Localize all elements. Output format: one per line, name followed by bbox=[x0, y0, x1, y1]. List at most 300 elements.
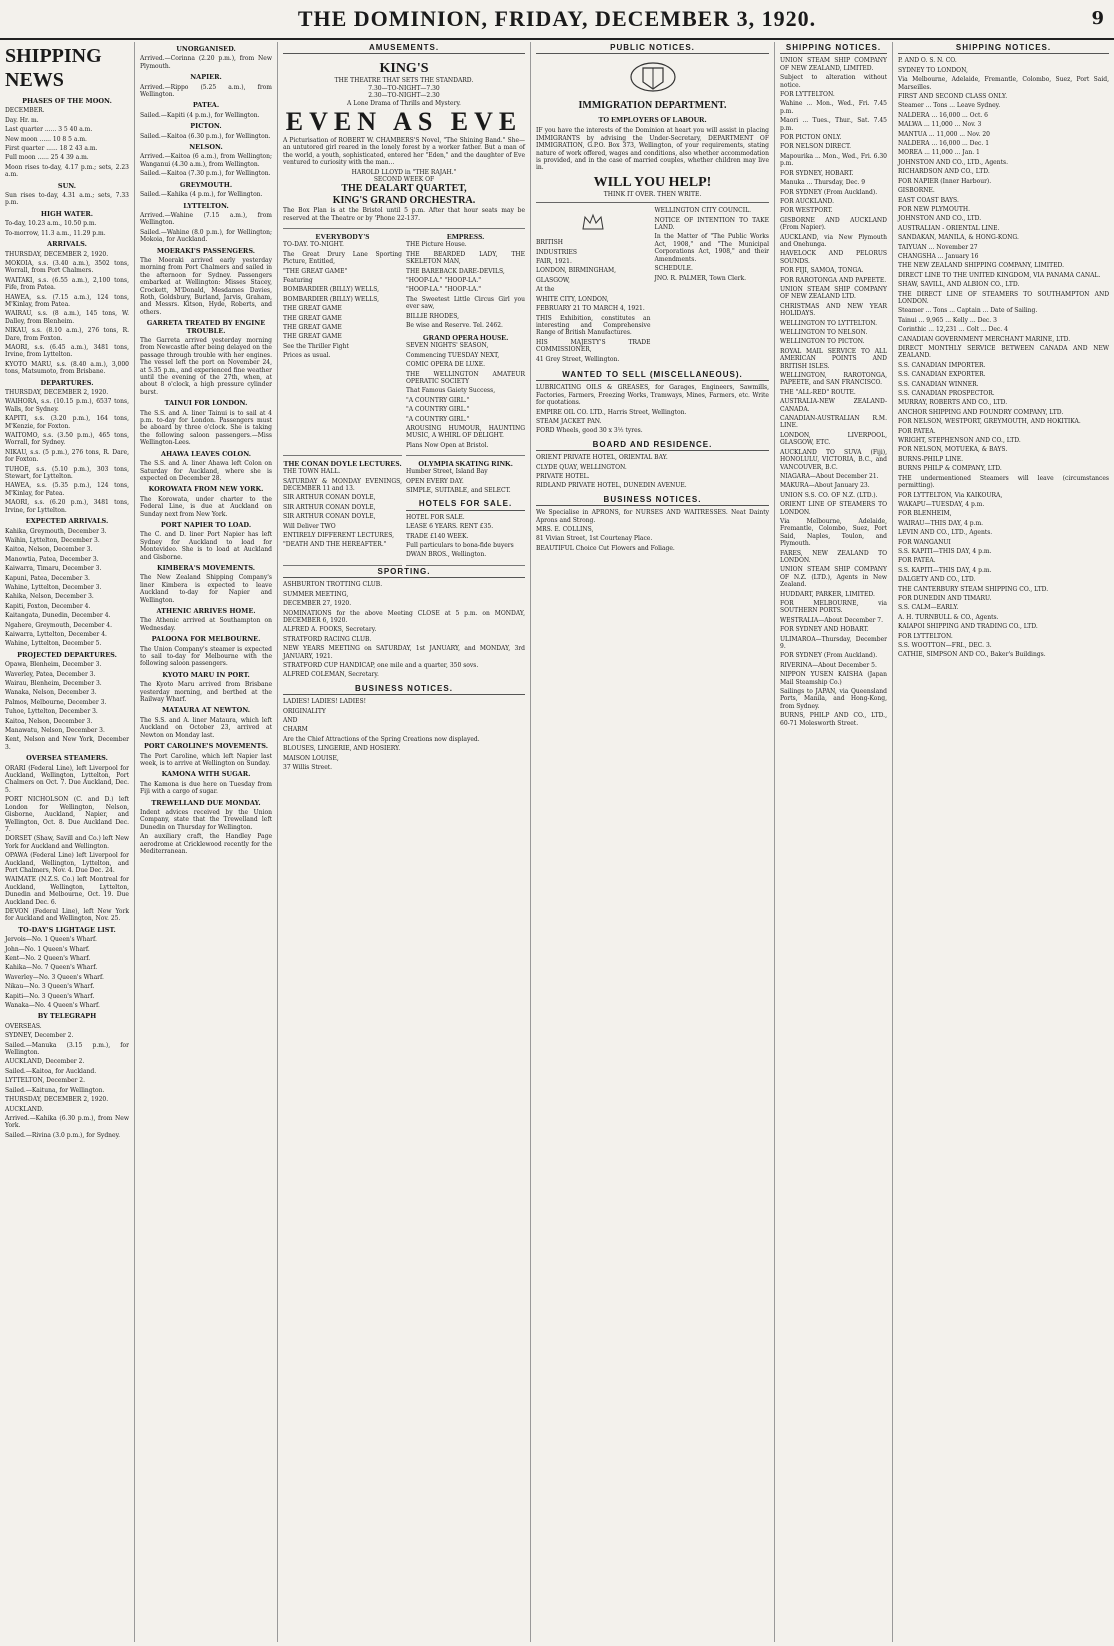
text-line: FOR BLENHEIM, bbox=[898, 510, 952, 518]
text-line: UNION S.S. CO. OF N.Z. (LTD.). bbox=[780, 491, 878, 499]
text-line: TRADE £140 WEEK. bbox=[406, 532, 469, 540]
text-line: "A COUNTRY GIRL." bbox=[406, 415, 470, 423]
text-line: CHANGSHA ... January 16 bbox=[898, 252, 979, 260]
section-line: WAIMATE (N.Z.S. Co.) left Montreal for Auckland, Wellington, Lyttelton, Dunedin and Melbourne, Oct. 19. Due Auckland Dec. 6. bbox=[5, 876, 129, 906]
text-line: THE CANTERBURY STEAM SHIPPING CO., LTD. bbox=[898, 585, 1049, 593]
text-line: "A COUNTRY GIRL." bbox=[406, 406, 470, 414]
kings-feature-title: EVEN AS EVE bbox=[285, 107, 523, 137]
page-number: 9 bbox=[1091, 8, 1104, 29]
text-line: FOR SYDNEY, HOBART. bbox=[780, 169, 854, 177]
section-title: AHAWA LEAVES COLON. bbox=[160, 449, 251, 458]
text-line: LONDON, LIVERPOOL, GLASGOW, ETC. bbox=[780, 431, 887, 447]
column-amusements bbox=[278, 42, 531, 1642]
text-line: FOR RAROTONGA AND PAPEETE. bbox=[780, 276, 887, 284]
text-line: FOR AUCKLAND. bbox=[780, 197, 835, 205]
text-line: FOR NAPIER (Inner Harbour). bbox=[898, 177, 992, 185]
immigration-help: WILL YOU HELP! bbox=[593, 174, 712, 190]
news-section bbox=[140, 248, 272, 317]
section-line: THURSDAY, DECEMBER 2, 1920. bbox=[5, 1096, 109, 1104]
section-line: Sun rises to-day, 4.31 a.m.; sets, 7.33 p.m. bbox=[5, 192, 129, 207]
text-line: FIRST AND SECOND CLASS ONLY. bbox=[898, 93, 1008, 101]
news-section bbox=[140, 320, 272, 396]
grand-lines bbox=[406, 342, 525, 449]
text-line: MALWA ... 11,000 ... Nov. 3 bbox=[898, 121, 982, 129]
text-line: RICHARDSON AND CO., LTD. bbox=[898, 168, 990, 176]
section-title: PATEA. bbox=[192, 101, 220, 110]
text-line: ORIENT LINE OF STEAMERS TO LONDON. bbox=[780, 501, 887, 516]
text-line: AROUSING HUMOUR, HAUNTING MUSIC, A WHIRL OF DELIGHT. bbox=[406, 425, 525, 440]
section-line: Sailed.—Wahine (8.0 p.m.), for Wellington; Mokoia, for Auckland. bbox=[140, 228, 272, 244]
text-line: THE NEW ZEALAND SHIPPING COMPANY, LIMITED. bbox=[898, 262, 1064, 270]
text-line: AUSTRALIAN - ORIENTAL LINE. bbox=[898, 224, 1000, 232]
text-line: Featuring bbox=[283, 276, 313, 284]
text-line: WELLINGTON, RAROTONGA, PAPEETE, and SAN FRANCISCO. bbox=[780, 372, 887, 387]
text-line: In the Matter of "The Public Works Act, 1908," and "The Municipal Corporations Act, 1908," and their Amendments. bbox=[654, 233, 769, 263]
text-line: SUMMER MEETING, bbox=[283, 590, 349, 598]
section-title: BY TELEGRAPH bbox=[37, 1012, 97, 1021]
text-line: FOR PATEA. bbox=[898, 427, 936, 435]
news-section bbox=[5, 518, 129, 648]
section-line: MOKOIA, s.s. (3.40 a.m.), 3502 tons, Worrall, from Port Chalmers. bbox=[5, 259, 129, 275]
news-section bbox=[140, 123, 272, 140]
section-title: HIGH WATER. bbox=[40, 209, 94, 218]
text-line: LEASE 6 YEARS. RENT £35. bbox=[406, 523, 494, 531]
text-line: SYDNEY TO LONDON, bbox=[898, 66, 968, 74]
text-line: FOR NELSON DIRECT. bbox=[780, 143, 852, 151]
text-line: SIR ARTHUR CONAN DOYLE, bbox=[283, 503, 376, 511]
section-line: Arrived.—Wahine (7.15 a.m.), from Wellington. bbox=[140, 211, 272, 227]
section-line: DEVON (Federal Line), left New York for Auckland and Wellington, Nov. 25. bbox=[5, 907, 129, 923]
shipping-news-sections bbox=[5, 98, 129, 1139]
text-line: JOHNSTON AND CO., LTD., Agents. bbox=[898, 158, 1008, 166]
text-line: S.S. CANADIAN EXPORTER. bbox=[898, 371, 986, 379]
business-heading: BUSINESS NOTICES. bbox=[283, 683, 525, 695]
hotels-heading: HOTELS FOR SALE. bbox=[406, 498, 525, 510]
text-line: ALFRED A. FOOKS, Secretary. bbox=[283, 626, 377, 634]
section-line: NIKAU, s.s. (8.10 a.m.), 276 tons, R. Dare, from Foxton. bbox=[5, 327, 129, 342]
text-line: LEVIN AND CO., LTD., Agents. bbox=[898, 529, 993, 537]
grand-name: GRAND OPERA HOUSE. bbox=[422, 333, 509, 343]
olympia-lines bbox=[406, 468, 525, 494]
section-title: SUN. bbox=[57, 181, 77, 190]
section-title: KIMBERA'S MOVEMENTS. bbox=[156, 563, 256, 572]
immigration-subtitle: TO EMPLOYERS OF LABOUR. bbox=[598, 115, 707, 125]
section-line: The C. and D. liner Port Napier has left Sydney for Auckland to load for Montevideo. She is to load at Auckland and Gisborne. bbox=[140, 531, 272, 561]
text-line: THE GREAT GAME bbox=[283, 323, 342, 331]
text-line: "DEATH AND THE HEREAFTER." bbox=[283, 541, 387, 549]
text-line: "HOOP-LA." "HOOP-LA." bbox=[406, 276, 482, 284]
section-line: KYOTO MARU, s.s. (8.40 a.m.), 3,000 tons, Matsumoto, from Brisbane. bbox=[5, 360, 129, 376]
section-line: The Port Caroline, which left Napier last week, is to arrive at Wellington on Sunday. bbox=[140, 752, 272, 767]
text-line: THE WELLINGTON AMATEUR OPERATIC SOCIETY bbox=[406, 370, 525, 385]
section-line: Waverley—No. 3 Queen's Wharf. bbox=[5, 973, 104, 981]
section-line: Kent, Nelson and New York, December 3. bbox=[5, 736, 129, 751]
news-section bbox=[5, 241, 129, 376]
text-line: DWAN BROS., Wellington. bbox=[406, 551, 487, 559]
section-title: ARRIVALS. bbox=[47, 240, 87, 249]
text-line: 81 Vivian Street, 1st Courtenay Place. bbox=[536, 535, 653, 543]
text-line: Steamer ... Tons ... Leave Sydney. bbox=[898, 102, 1001, 110]
text-line: NALDERA ... 16,000 ... Oct. 6 bbox=[898, 111, 988, 119]
section-title: KOROWATA FROM NEW YORK. bbox=[148, 485, 264, 494]
text-line: Steamer ... Tons ... Captain ... Date of Sailing. bbox=[898, 307, 1038, 315]
text-line: THE TOWN HALL. bbox=[283, 468, 341, 476]
section-line: LYTTELTON, December 2. bbox=[5, 1077, 86, 1085]
section-line: Kaiwarra, Timaru, December 3. bbox=[5, 565, 102, 573]
section-line: THURSDAY, DECEMBER 2, 1920. bbox=[5, 389, 109, 396]
text-line: HAVELOCK AND PELORUS SOUNDS. bbox=[780, 250, 887, 265]
business-lines bbox=[283, 698, 525, 771]
text-line: At the bbox=[536, 286, 555, 294]
text-line: WHITE CITY, LONDON, bbox=[536, 295, 609, 303]
section-line: HAWEA, s.s. (5.35 p.m.), 124 tons, M'Kinlay, for Patea. bbox=[5, 482, 129, 497]
text-line: "HOOP-LA." "HOOP-LA." bbox=[406, 286, 482, 294]
shipping-notices-heading: SHIPPING NOTICES. bbox=[780, 42, 887, 54]
text-line: WELLINGTON CITY COUNCIL. bbox=[654, 207, 752, 215]
text-line: ROYAL MAIL SERVICE TO ALL AMERICAN POINTS AND BRITISH ISLES. bbox=[780, 347, 887, 370]
text-line: ULIMAROA—Thursday, December 9. bbox=[780, 635, 887, 651]
everybodys-lines bbox=[283, 241, 402, 359]
section-line: WAITOMO, s.s. (3.50 p.m.), 465 tons, Worrall, for Sydney. bbox=[5, 432, 129, 447]
text-line: FOR SYDNEY (From Auckland). bbox=[780, 652, 878, 660]
text-line: ALFRED COLEMAN, Secretary. bbox=[283, 671, 379, 679]
newspaper-title: THE DOMINION, FRIDAY, DECEMBER 3, 1920. bbox=[297, 6, 817, 31]
section-line: Ngahere, Greymouth, December 4. bbox=[5, 621, 113, 629]
news-section bbox=[5, 98, 129, 179]
section-line: Wanaka, Nelson, December 3. bbox=[5, 689, 97, 697]
section-line: Manawatu, Nelson, December 3. bbox=[5, 727, 105, 735]
wanted-heading: WANTED TO SELL (MISCELLANEOUS). bbox=[536, 369, 769, 381]
text-line: Prices as usual. bbox=[283, 352, 331, 360]
text-line: ORIENT PRIVATE HOTEL, ORIENTAL BAY. bbox=[536, 454, 668, 462]
news-section bbox=[140, 833, 272, 855]
council-ad bbox=[655, 207, 770, 365]
section-line: Opawa, Blenheim, December 3. bbox=[5, 661, 102, 669]
section-line: WAIHORA, s.s. (10.15 p.m.), 6537 tons, Walls, for Sydney. bbox=[5, 398, 129, 413]
news-section bbox=[5, 211, 129, 237]
kings-name: KING'S bbox=[379, 61, 429, 77]
immigration-ad bbox=[536, 60, 769, 198]
text-line: BEAUTIFUL Choice Cut Flowers and Foliage. bbox=[536, 544, 675, 552]
section-line: Indent advices received by the Union Company, state that the Trewelland left Dunedin on Thursday for Wellington. bbox=[140, 808, 272, 831]
text-line: STEAM JACKET PAN. bbox=[536, 417, 602, 425]
text-line: SIR ARTHUR CONAN DOYLE, bbox=[283, 494, 376, 502]
section-title: PALOONA FOR MELBOURNE. bbox=[151, 635, 261, 644]
news-section bbox=[5, 755, 129, 923]
text-line: Plans Now Open at Bristol. bbox=[406, 441, 489, 449]
section-line: Day. Hr. m. bbox=[5, 116, 39, 124]
section-title: PORT NAPIER TO LOAD. bbox=[160, 520, 252, 529]
page-columns bbox=[0, 42, 1114, 1642]
text-line: S.S. WOOTTON—FRI., DEC. 3. bbox=[898, 642, 992, 649]
council-lines bbox=[655, 207, 770, 282]
text-line: WAKAPU—TUESDAY, 4 p.m. bbox=[898, 500, 985, 508]
text-line: Via Melbourne, Adelaide, Fremantle, Colombo, Suez, Port Said, Marseilles. bbox=[898, 76, 1109, 91]
text-line: Commencing TUESDAY NEXT, bbox=[406, 351, 500, 359]
news-section bbox=[140, 771, 272, 795]
text-line: Will Deliver TWO bbox=[283, 522, 336, 530]
news-section bbox=[140, 102, 272, 119]
section-line: Sailed.—Rivina (3.0 p.m.), for Sydney. bbox=[5, 1131, 121, 1139]
section-title: NELSON. bbox=[189, 143, 223, 152]
text-line: CLYDE QUAY, WELLINGTON. bbox=[536, 463, 627, 471]
text-line: COMIC OPERA DE LUXE. bbox=[406, 361, 485, 369]
section-title: DEPARTURES. bbox=[40, 378, 94, 387]
empress-name: EMPRESS. bbox=[446, 232, 485, 242]
text-line: CATHIE, SIMPSON AND CO., Baker's Buildings. bbox=[898, 651, 1046, 659]
text-line: NOTICE OF INTENTION TO TAKE LAND. bbox=[654, 216, 769, 232]
text-line: FOR FIJI, SAMOA, TONGA. bbox=[780, 267, 864, 275]
text-line: FOR DUNEDIN AND TIMARU. bbox=[898, 594, 992, 602]
text-line: THIS Exhibition, constitutes an interesting and Comprehensive Range of British Manufactures. bbox=[536, 314, 651, 337]
amusements-heading: AMUSEMENTS. bbox=[283, 42, 525, 54]
section-line: SYDNEY, December 2. bbox=[5, 1032, 74, 1040]
text-line: SCHEDULE. bbox=[654, 265, 693, 273]
section-line: MAORI, s.s. (6.45 a.m.), 3481 tons, Irvine, from Lyttelton. bbox=[5, 343, 129, 359]
text-line: JOHNSTON AND CO., LTD. bbox=[898, 215, 982, 223]
text-line: "A COUNTRY GIRL." bbox=[406, 396, 470, 404]
industries-ad bbox=[536, 207, 651, 365]
text-line: EMPIRE OIL CO. LTD., Harris Street, Wellington. bbox=[536, 408, 687, 416]
text-line: LADIES! LADIES! LADIES! bbox=[283, 698, 367, 706]
text-line: FOR WESTPORT. bbox=[780, 207, 833, 215]
news-section bbox=[140, 400, 272, 446]
text-line: BURNS, PHILP AND CO., LTD., 60-71 Molesworth Street. bbox=[780, 712, 887, 727]
text-line: MANTUA ... 11,000 ... Nov. 20 bbox=[898, 130, 990, 138]
text-line: MURRAY, ROBERTS AND CO., LTD. bbox=[898, 399, 1008, 407]
text-line: MOREA ... 11,000 ... Jan. 1 bbox=[898, 149, 980, 157]
section-line: The Moeraki arrived early yesterday morning from Port Chalmers and sailed in the afternoon for Sydney. Passengers embarked at Wellington: Misses Stacey, Crockett, M'Donald, Mesdames Davies, Roth, Goldsbury, Burland, Jarvis, Graham, and Messrs. Kitson, Hyde, Roberts, and others. bbox=[140, 256, 272, 316]
section-line: Wanaka—No. 4 Queen's Wharf. bbox=[5, 1002, 100, 1010]
text-line: FOR SYDNEY AND HOBART. bbox=[780, 626, 869, 634]
text-line: ORIGINALITY bbox=[283, 707, 326, 715]
section-line: PORT NICHOLSON (C. and D.) left London for Wellington, Nelson, Gisborne, Auckland, Napier, and Wellington, Oct. 8. Due Auckland Dec. 7. bbox=[5, 796, 129, 833]
text-line: FOR PICTON ONLY. bbox=[780, 134, 842, 142]
text-line: "THE GREAT GAME" bbox=[283, 267, 348, 275]
news-section bbox=[5, 927, 129, 1010]
immigration-tagline: THINK IT OVER. THEN WRITE. bbox=[603, 190, 702, 198]
text-line: THE BAREBACK DARE-DEVILS, bbox=[406, 267, 505, 275]
section-title: UNORGANISED. bbox=[176, 45, 236, 53]
text-line: UNION STEAM SHIP COMPANY OF N.Z. (LTD.), Agents in New Zealand. bbox=[780, 566, 887, 589]
section-line: Full moon ...... 25 4 39 a.m. bbox=[5, 154, 89, 162]
text-line: EAST COAST BAYS. bbox=[898, 196, 959, 204]
column-shipping-notices-2 bbox=[893, 42, 1114, 1642]
text-line: SHAW, SAVILL, AND ALBION CO., LTD. bbox=[898, 281, 1020, 289]
text-line: THE undermentioned Steamers will leave (circumstances permitting). bbox=[898, 474, 1109, 490]
text-line: CHARM bbox=[283, 726, 308, 734]
news-section bbox=[140, 74, 272, 98]
section-line: Nikau—No. 3 Queen's Wharf. bbox=[5, 983, 95, 991]
text-line: Are the Chief Attractions of the Spring Creations now displayed. bbox=[283, 735, 480, 743]
news-section bbox=[140, 203, 272, 244]
conan-olympia-row bbox=[283, 456, 525, 566]
shipping-news-cont-sections bbox=[140, 46, 272, 855]
industries-lines bbox=[536, 239, 651, 363]
section-line: First quarter ...... 18 2 43 a.m. bbox=[5, 145, 98, 153]
text-line: HIS MAJESTY'S TRADE COMMISSIONER, bbox=[536, 338, 651, 354]
section-line: An auxiliary craft, the Handley Page aerodrome at Cricklewood recently for the Mediterranean. bbox=[140, 833, 272, 855]
section-line: Kaitoa, Nelson, December 3. bbox=[5, 546, 93, 554]
text-line: FEBRUARY 21 TO MARCH 4, 1921. bbox=[536, 305, 645, 313]
text-line: KAIAPOI SHIPPING AND TRADING CO., LTD. bbox=[898, 623, 1038, 631]
bnotices-heading: BUSINESS NOTICES. bbox=[536, 494, 769, 506]
industries-council-row bbox=[536, 207, 769, 365]
text-line: BOMBARDIER (BILLY) WELLS, bbox=[283, 286, 380, 294]
everybodys-empress-row bbox=[283, 229, 525, 456]
public-notices-heading: PUBLIC NOTICES. bbox=[536, 42, 769, 54]
text-line: NOMINATIONS for the above Meeting CLOSE at 5 p.m. on MONDAY, DECEMBER 6, 1920. bbox=[283, 609, 525, 624]
coat-of-arms-icon bbox=[628, 60, 678, 94]
section-title: GARRETA TREATED BY ENGINE TROUBLE. bbox=[146, 319, 266, 335]
section-line: Kapiti—No. 3 Queen's Wharf. bbox=[5, 992, 95, 1000]
sporting-heading: SPORTING. bbox=[283, 566, 525, 578]
text-line: INDUSTRIES bbox=[536, 248, 577, 256]
empress-ad bbox=[406, 229, 525, 456]
text-line: AUCKLAND TO SUVA (Fiji), HONOLULU, VICTORIA, B.C., and VANCOUVER, B.C. bbox=[780, 448, 887, 471]
text-line: CANADIAN-AUSTRALIAN R.M. LINE. bbox=[780, 415, 887, 430]
text-line: NIAGARA—About December 21. bbox=[780, 472, 879, 480]
olympia-ad bbox=[406, 456, 525, 566]
text-line: HUDDART, PARKER, LIMITED. bbox=[780, 590, 875, 598]
section-line: The Garreta arrived yesterday morning from Newcastle after being delayed on the passage through trouble with her engines. The vessel left the port on November 24, at 5.35 p.m., and experienced fine weather until the evening of the 27th, when, at about 8 o'clock, a high pressure cylinder burst. bbox=[140, 337, 272, 396]
text-line: OPEN EVERY DAY. bbox=[406, 477, 464, 485]
kings-orchestra: KING'S GRAND ORCHESTRA. bbox=[332, 195, 476, 207]
section-line: The Korowata, under charter to the Federal Line, is due at Auckland on Sunday next from New York. bbox=[140, 495, 272, 518]
text-line: FOR WANGANUI bbox=[898, 538, 951, 546]
text-line: DIRECT MONTHLY SERVICE BETWEEN CANADA AND NEW ZEALAND. bbox=[898, 345, 1109, 360]
section-line: To-day, 10.23 a.m., 10.50 p.m. bbox=[5, 220, 97, 228]
section-line: Sailed.—Manuka (3.15 p.m.), for Wellington. bbox=[5, 1041, 129, 1057]
sporting-lines bbox=[283, 581, 525, 678]
everybodys-ad bbox=[283, 229, 402, 456]
section-line: Sailed.—Kapiti (4 p.m.), for Wellington. bbox=[140, 111, 260, 119]
bnotices-lines bbox=[536, 509, 769, 552]
text-line: WESTRALIA—About December 7. bbox=[780, 616, 884, 624]
text-line: The Great Drury Lane Sporting Picture, Entitled, bbox=[283, 250, 402, 266]
news-section bbox=[5, 1013, 129, 1139]
section-title: PORT CAROLINE'S MOVEMENTS. bbox=[143, 742, 269, 751]
text-line: STRATFORD CUP HANDICAP, one mile and a quarter, 350 sovs. bbox=[283, 661, 479, 669]
text-line: Manuka ... Thursday, Dec. 9 bbox=[780, 179, 866, 187]
text-line: SATURDAY & MONDAY EVENINGS, DECEMBER 11 and 13. bbox=[283, 477, 402, 493]
text-line: WELLINGTON TO NELSON. bbox=[780, 329, 868, 336]
section-title: PHASES OF THE MOON. bbox=[22, 97, 112, 105]
section-line: Waihin, Lyttelton, December 3. bbox=[5, 536, 100, 544]
section-line: Kaitoa, Nelson, December 3. bbox=[5, 717, 93, 725]
text-line: CANADIAN GOVERNMENT MERCHANT MARINE, LTD. bbox=[898, 335, 1071, 343]
text-line: THE BEARDED LADY, THE SKELETON MAN, bbox=[406, 250, 525, 266]
text-line: TAIYUAN ... November 27 bbox=[898, 243, 978, 251]
section-title: ATHENIC ARRIVES HOME. bbox=[156, 607, 256, 615]
text-line: FOR PATEA. bbox=[898, 557, 936, 565]
news-section bbox=[140, 451, 272, 483]
section-title: MOERAKI'S PASSENGERS. bbox=[156, 246, 256, 255]
text-line: S.S. CANADIAN PROSPECTOR. bbox=[898, 390, 995, 398]
text-line: GLASGOW, bbox=[536, 276, 570, 284]
text-line: Humber Street, Island Bay bbox=[406, 468, 488, 476]
text-line: PRIVATE HOTEL. bbox=[536, 473, 590, 480]
text-line: Subject to alteration without notice. bbox=[780, 74, 887, 89]
section-line: Wairau, Blenheim, December 3. bbox=[5, 680, 102, 687]
section-line: TUHOE, s.s. (5.10 p.m.), 303 tons, Stewart, for Lyttelton. bbox=[5, 465, 129, 481]
news-section bbox=[140, 636, 272, 668]
kings-booking: The Box Plan is at the Bristol until 5 p.m. After that hour seats may be reserved at the Theatre or by 'Phone 22-137. bbox=[283, 207, 525, 222]
section-line: Palmos, Melbourne, December 3. bbox=[5, 698, 107, 706]
shipping-notices-2-lines bbox=[898, 57, 1109, 658]
text-line: We Specialise in APRONS, for NURSES AND WAITRESSES. Neat Dainty Aprons and Strong. bbox=[536, 509, 769, 524]
text-line: BURNS-PHILP LINE. bbox=[898, 455, 964, 463]
text-line: HOTEL FOR SALE. bbox=[406, 513, 465, 521]
section-line: KAPITI, s.s. (3.20 p.m.), 164 tons, M'Kenzie, for Foxton. bbox=[5, 415, 129, 430]
text-line: Maori ... Tues., Thur., Sat. 7.45 p.m. bbox=[780, 117, 887, 132]
section-line: AUCKLAND, December 2. bbox=[5, 1058, 85, 1066]
news-section bbox=[140, 144, 272, 178]
text-line: ASHBURTON TROTTING CLUB. bbox=[283, 581, 383, 589]
news-section bbox=[140, 46, 272, 70]
section-line: Kahika, Greymouth, December 3. bbox=[5, 527, 107, 535]
text-line: ENTIRELY DIFFERENT LECTURES, bbox=[283, 532, 395, 540]
text-line: RIVERINA—About December 5. bbox=[780, 661, 877, 669]
news-section bbox=[140, 672, 272, 704]
text-line: 37 Willis Street. bbox=[283, 764, 333, 771]
olympia-name: OLYMPIA SKATING RINK. bbox=[418, 459, 513, 469]
section-line: Kahika, Nelson, December 3. bbox=[5, 593, 94, 601]
text-line: FORD Wheels, good 30 x 3½ tyres. bbox=[536, 427, 643, 435]
text-line: THE Picture House. bbox=[406, 241, 467, 249]
text-line: S.S. CALM—EARLY. bbox=[898, 604, 959, 612]
text-line: That Famous Gaiety Success, bbox=[406, 387, 496, 395]
section-line: Kaitangata, Dunedin, December 4. bbox=[5, 612, 111, 620]
section-title: TO-DAY'S LIGHTAGE LIST. bbox=[18, 925, 116, 934]
section-line: Kapuni, Patea, December 3. bbox=[5, 574, 90, 582]
text-line: WELLINGTON TO LYTTELTON. bbox=[780, 319, 878, 327]
section-line: Manowtia, Patea, December 3. bbox=[5, 555, 99, 563]
news-section bbox=[140, 182, 272, 199]
news-section bbox=[5, 652, 129, 751]
wanted-lines bbox=[536, 384, 769, 434]
text-line: FOR NEW PLYMOUTH. bbox=[898, 205, 971, 213]
text-line: FOR LYTTELTON. bbox=[780, 91, 835, 99]
section-line: DORSET (Shaw, Savill and Co.) left New York for Auckland and Wellington. bbox=[5, 835, 129, 850]
section-line: NIKAU, s.s. (5 p.m.), 276 tons, R. Dare, for Foxton. bbox=[5, 448, 129, 464]
text-line: SIMPLE, SUITABLE, and SELECT. bbox=[406, 487, 511, 495]
conan-doyle-ad bbox=[283, 456, 402, 566]
section-line: Waverley, Patea, December 3. bbox=[5, 670, 96, 678]
text-line: MAKURA—About January 23. bbox=[780, 482, 870, 490]
everybodys-name: EVERYBODY'S bbox=[315, 232, 370, 242]
column-shipping-news bbox=[0, 42, 135, 1642]
section-line: AUCKLAND. bbox=[5, 1105, 44, 1113]
shipping-news-heading: SHIPPING NEWS bbox=[5, 45, 102, 91]
text-line: Tainui ... 9,965 ... Kelly ... Dec. 3 bbox=[898, 316, 997, 324]
text-line: THE "ALL-RED" ROUTE. bbox=[780, 388, 856, 396]
text-line: UNION STEAM SHIP COMPANY OF NEW ZEALAND LTD. bbox=[780, 285, 887, 301]
text-line: BILLIE RHODES, bbox=[406, 312, 460, 320]
section-line: WAITAKI, s.s. (6.55 a.m.), 2,100 tons, Fife, from Patea. bbox=[5, 276, 129, 292]
text-line: AND bbox=[283, 716, 298, 724]
section-line: The New Zealand Shipping Company's liner Kimbera is expected to leave Auckland to-day for Napier and Wellington. bbox=[140, 574, 272, 604]
section-line: The S.S. and A. liner Mataura, which left Auckland on October 23, arrived at Newton on Monday last. bbox=[140, 716, 272, 739]
text-line: FOR LYTTELTON, Via KAIKOURA, bbox=[898, 491, 1003, 499]
kings-feature-body: A Picturisation of ROBERT W. CHAMBERS'S Novel, "The Shining Band." She—an untutored girl reared in the lonely forest by a worker father. But a man of the world, a youth, sophisticated, entered her "Eden," and the daughter of Eve ventured to curiosity with the man... bbox=[283, 137, 525, 167]
text-line: Via Melbourne, Adelaide, Fremantle, Colombo, Suez, Port Said, Naples, Toulon, and Plymouth. bbox=[780, 517, 887, 548]
section-line: Sailed.—Kaitoa (7.30 p.m.), for Wellington. bbox=[140, 170, 271, 178]
kings-tagline: THE THEATRE THAT SETS THE STANDARD. bbox=[334, 77, 474, 85]
text-line: BLOUSES, LINGERIE, AND HOSIERY. bbox=[283, 745, 401, 753]
section-title: KAMONA WITH SUGAR. bbox=[161, 770, 251, 779]
text-line: FOR LYTTELTON. bbox=[898, 632, 953, 640]
